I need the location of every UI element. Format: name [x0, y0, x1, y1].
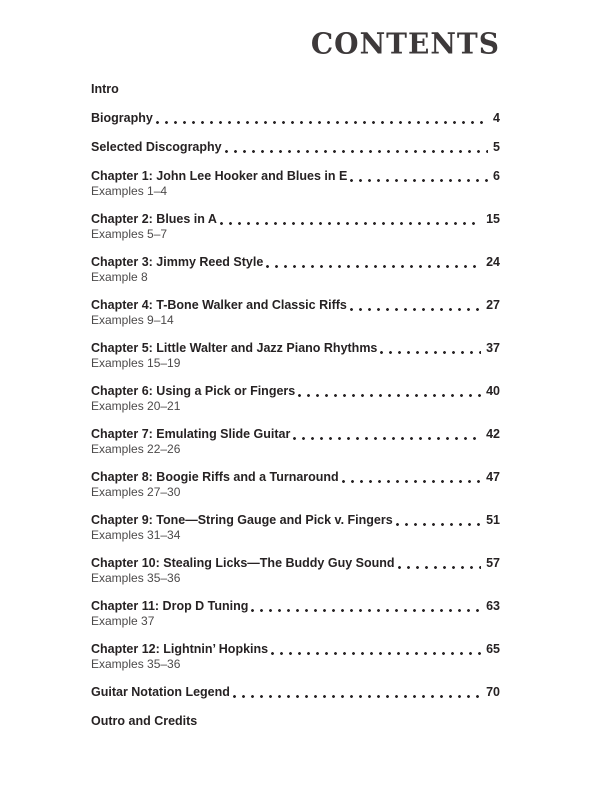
toc-entry-row: [91, 642, 500, 657]
dot-leader: [263, 255, 486, 270]
toc-entry-examples: Examples 35–36: [91, 657, 181, 671]
toc-entry-label: Chapter 8: Boogie Riffs and a Turnaround: [91, 470, 339, 484]
toc-entry-examples: Examples 22–26: [91, 442, 181, 456]
dot-leader: [295, 384, 486, 399]
toc-entry-label: Chapter 7: Emulating Slide Guitar: [91, 427, 291, 441]
toc-entry-row: [91, 384, 500, 399]
toc-entry-row: [91, 255, 500, 270]
toc-entry-label: Chapter 12: Lightnin’ Hopkins: [91, 642, 269, 656]
toc-entry-row: [91, 111, 500, 126]
dot-leader: [248, 599, 486, 614]
toc-entry-row: [91, 685, 500, 700]
toc-entry: [91, 427, 500, 456]
toc-entry: [91, 513, 500, 542]
toc-entry-examples: Examples 20–21: [91, 399, 181, 413]
dot-leader: [395, 556, 487, 571]
toc-entry-page-number: 6: [493, 169, 500, 183]
toc-entry-examples: Examples 27–30: [91, 485, 181, 499]
toc-entry-row: [91, 82, 500, 97]
dot-leader: [347, 298, 486, 313]
toc-entry-label: Chapter 9: Tone—String Gauge and Pick v. Fingers: [91, 513, 393, 527]
toc-entry: [91, 111, 500, 126]
dot-leader: [153, 111, 493, 126]
toc-entry-label: Chapter 4: T-Bone Walker and Classic Riffs: [91, 298, 347, 312]
toc-entry: [91, 212, 500, 241]
toc-entry: [91, 82, 500, 97]
dot-leader: [268, 642, 486, 657]
toc-entry-page-number: 15: [486, 212, 500, 226]
toc-entry-row: [91, 513, 500, 528]
toc-entry-page-number: 24: [486, 255, 500, 269]
toc-entry-examples: Example 37: [91, 614, 155, 628]
toc-entry-label: Chapter 6: Using a Pick or Fingers: [91, 384, 296, 398]
toc-entry-label: Chapter 1: John Lee Hooker and Blues in E: [91, 169, 348, 183]
dot-leader: [222, 140, 493, 155]
toc-entry-examples: Examples 9–14: [91, 313, 174, 327]
toc-entry-examples: Example 8: [91, 270, 148, 284]
toc-entry-row: [91, 556, 500, 571]
dot-leader: [217, 212, 486, 227]
toc-entry-page-number: 65: [486, 642, 500, 656]
toc-entry-label: Guitar Notation Legend: [91, 685, 230, 699]
toc-entry-row: [91, 427, 500, 442]
toc-entry-examples: Examples 1–4: [91, 184, 168, 198]
toc-entry: [91, 685, 500, 700]
toc-entry: [91, 470, 500, 499]
toc-list: [91, 82, 500, 743]
toc-entry: [91, 642, 500, 671]
dot-leader: [347, 169, 493, 184]
toc-entry-label: Biography: [91, 111, 153, 125]
toc-entry: [91, 169, 500, 198]
toc-entry-examples: Examples 35–36: [91, 571, 181, 585]
toc-entry-label: Selected Discography: [91, 140, 222, 154]
toc-entry-label: Chapter 5: Little Walter and Jazz Piano Rhythms: [91, 341, 378, 355]
toc-entry-row: [91, 140, 500, 155]
toc-entry-examples: Examples 31–34: [91, 528, 181, 542]
toc-entry-examples: Examples 5–7: [91, 227, 168, 241]
dot-leader: [339, 470, 486, 485]
toc-entry-page-number: 51: [486, 513, 500, 527]
toc-entry: [91, 341, 500, 370]
toc-entry-label: Chapter 2: Blues in A: [91, 212, 217, 226]
toc-entry-page-number: 5: [493, 140, 500, 154]
toc-entry-page-number: 57: [486, 556, 500, 570]
toc-entry: [91, 298, 500, 327]
toc-entry-row: [91, 599, 500, 614]
toc-entry-label: Chapter 11: Drop D Tuning: [91, 599, 249, 613]
toc-entry-page-number: 40: [486, 384, 500, 398]
toc-entry-page-number: 37: [486, 341, 500, 355]
toc-entry-page-number: 47: [486, 470, 500, 484]
toc-entry-row: [91, 169, 500, 184]
toc-entry-row: [91, 341, 500, 356]
dot-leader: [377, 341, 486, 356]
toc-entry-page-number: 63: [486, 599, 500, 613]
toc-entry-label: Chapter 10: Stealing Licks—The Buddy Guy Sound: [91, 556, 395, 570]
toc-entry: [91, 140, 500, 155]
toc-entry-page-number: 4: [493, 111, 500, 125]
toc-entry-row: [91, 714, 500, 729]
toc-entry-page-number: 27: [486, 298, 500, 312]
toc-entry: [91, 255, 500, 284]
toc-entry-row: [91, 212, 500, 227]
toc-entry-page-number: 70: [486, 685, 500, 699]
toc-entry-row: [91, 298, 500, 313]
toc-entry: [91, 384, 500, 413]
toc-entry: [91, 714, 500, 729]
toc-entry-label: Intro: [91, 82, 119, 96]
dot-leader: [230, 685, 486, 700]
toc-entry: [91, 556, 500, 585]
toc-entry-label: Outro and Credits: [91, 714, 198, 728]
toc-entry: [91, 599, 500, 628]
dot-leader: [393, 513, 486, 528]
page-title: CONTENTS: [310, 26, 500, 61]
toc-entry-page-number: 42: [486, 427, 500, 441]
toc-entry-row: [91, 470, 500, 485]
toc-entry-examples: Examples 15–19: [91, 356, 181, 370]
toc-entry-label: Chapter 3: Jimmy Reed Style: [91, 255, 264, 269]
dot-leader: [290, 427, 486, 442]
